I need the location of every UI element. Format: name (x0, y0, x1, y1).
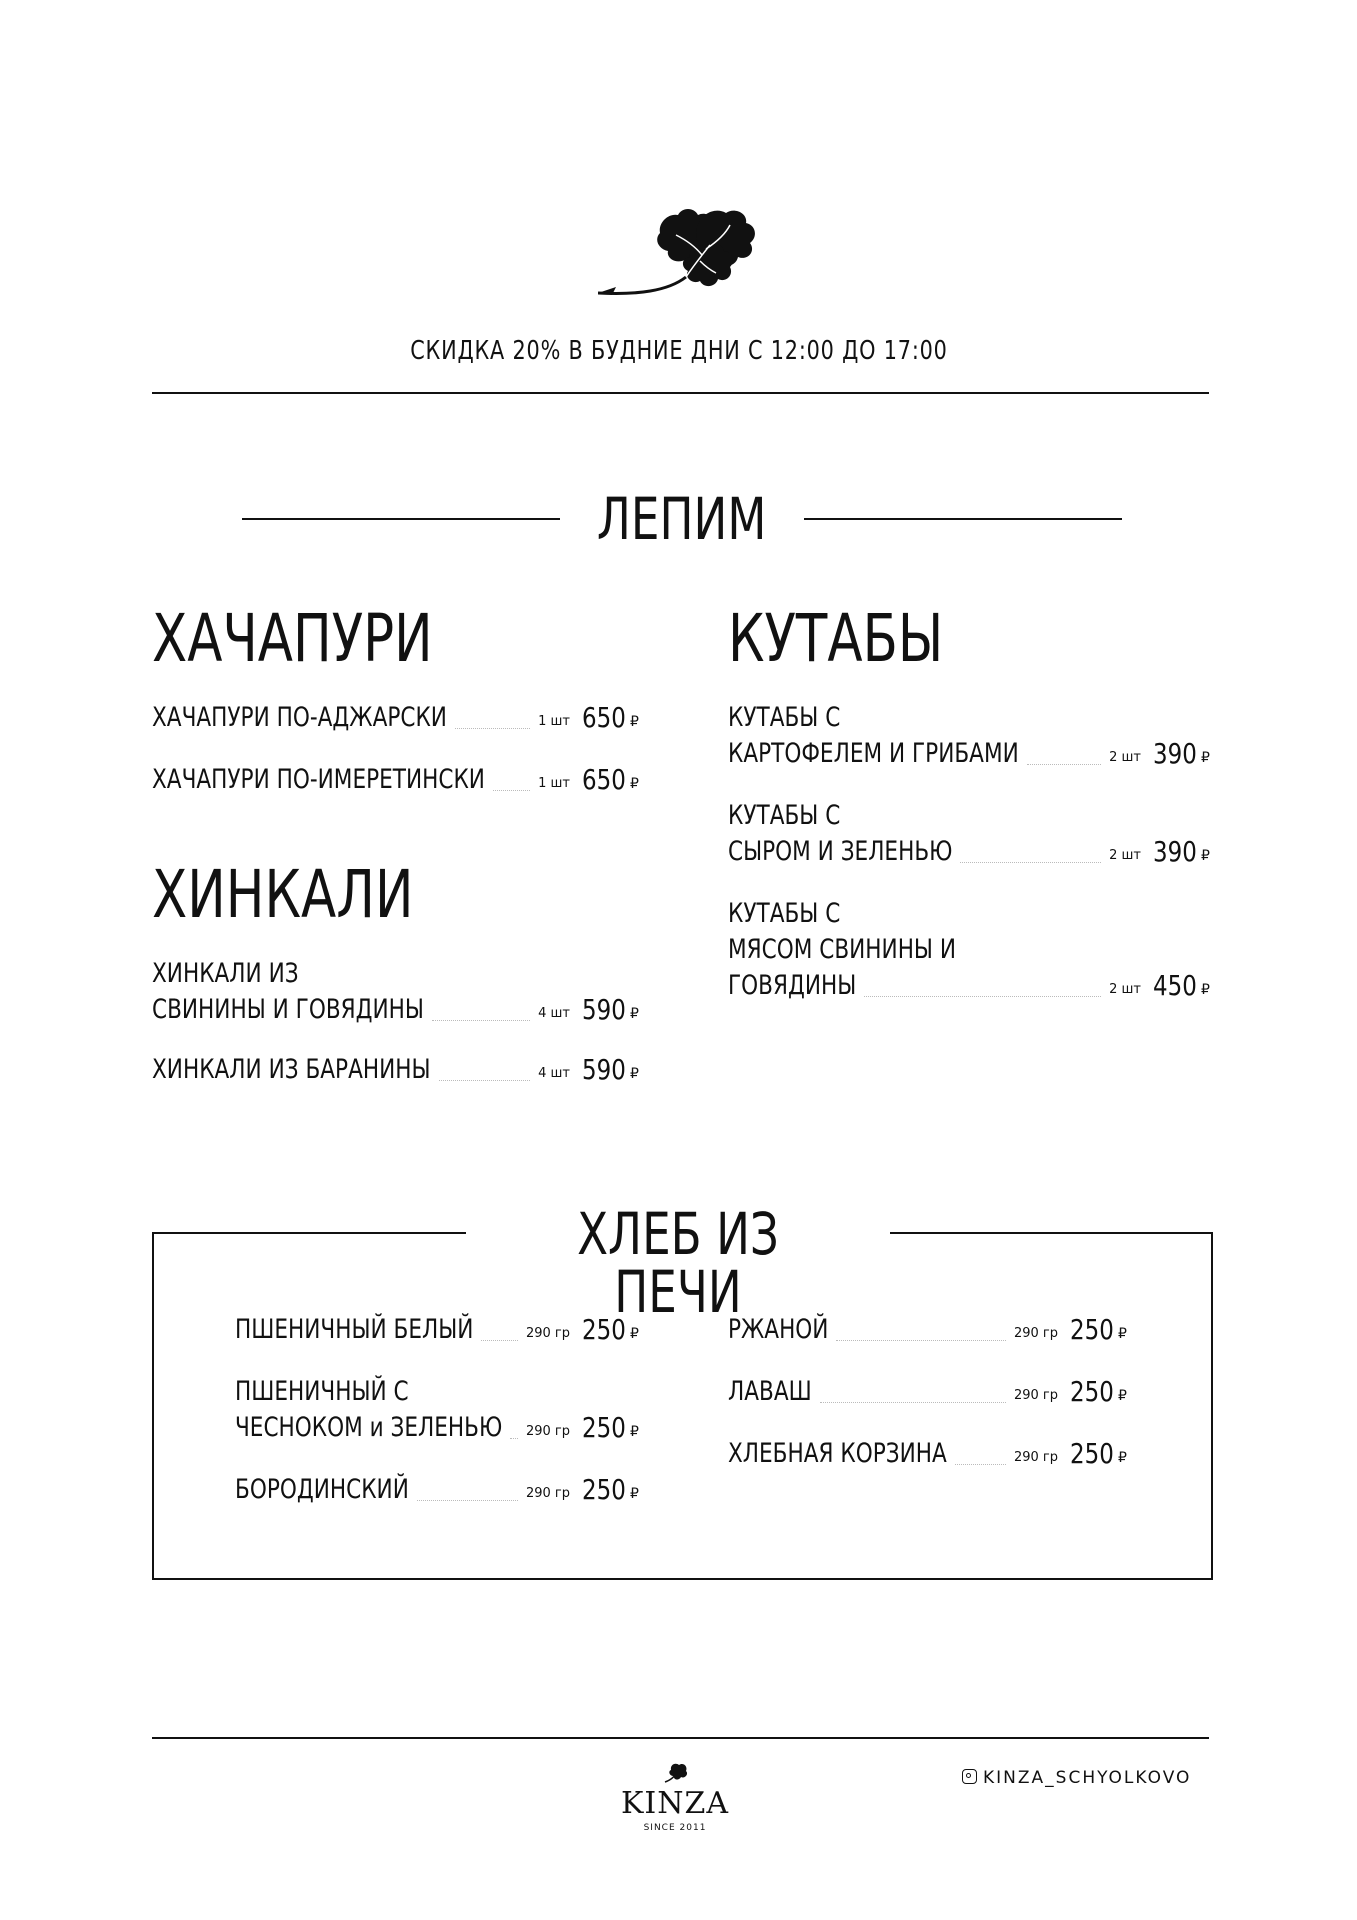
dotted-leader (510, 1438, 518, 1439)
menu-item (235, 1312, 640, 1348)
ruble-sign: ₽ (1118, 1326, 1127, 1342)
item-name-text: ЧЕСНОКОМ и ЗЕЛЕНЬЮ (235, 1412, 503, 1443)
ruble-sign: ₽ (1201, 848, 1210, 864)
item-quantity: 1 шт (538, 714, 570, 729)
item-name-text: ГОВЯДИНЫ (728, 970, 857, 1001)
item-price (1070, 1312, 1123, 1348)
dotted-leader (955, 1464, 1006, 1465)
item-price-value: 250 (1070, 1375, 1114, 1408)
item-name-text: КАРТОФЕЛЕМ И ГРИБАМИ (728, 738, 1019, 769)
item-price (582, 700, 635, 736)
item-name-text: ХАЧАПУРИ ПО-АДЖАРСКИ (152, 702, 447, 733)
item-name (728, 896, 868, 932)
item-name-text: ПШЕНИЧНЫЙ С (235, 1376, 409, 1407)
item-price-value: 590 (582, 1053, 626, 1086)
kinza-logo (610, 1762, 740, 1833)
item-name (728, 968, 888, 1004)
item-price-value: 250 (582, 1313, 626, 1346)
item-name-text: КУТАБЫ С (728, 702, 841, 733)
item-quantity: 1 шт (538, 776, 570, 791)
item-price-value: 250 (582, 1473, 626, 1506)
item-name-text: КУТАБЫ С (728, 898, 841, 929)
ruble-sign: ₽ (1201, 982, 1210, 998)
menu-item (152, 700, 640, 736)
section-rule-left (242, 518, 560, 520)
menu-item (728, 700, 1211, 772)
menu-item (152, 956, 640, 1028)
item-price-value: 390 (1153, 835, 1197, 868)
item-price (1070, 1436, 1123, 1472)
dotted-leader (481, 1340, 518, 1341)
item-quantity: 290 гр (525, 1326, 570, 1341)
dotted-leader (455, 728, 530, 729)
item-name (235, 1410, 569, 1446)
item-price (1070, 1374, 1123, 1410)
item-name (152, 956, 335, 992)
item-price (582, 1312, 635, 1348)
menu-item (152, 762, 640, 798)
item-name (728, 932, 1013, 968)
dotted-leader (836, 1340, 1005, 1341)
menu-item (728, 798, 1211, 870)
item-quantity: 4 шт (538, 1006, 570, 1021)
section-title-lepim: ЛЕПИМ (597, 485, 767, 553)
instagram-handle[interactable] (962, 1768, 1191, 1788)
dotted-leader (493, 790, 530, 791)
dotted-leader (820, 1402, 1006, 1403)
item-name (728, 1436, 1001, 1472)
ruble-sign: ₽ (1201, 750, 1210, 766)
cilantro-leaf-icon (598, 205, 768, 305)
item-quantity: 290 гр (1013, 1388, 1058, 1403)
item-name (152, 1052, 500, 1088)
footer-divider (152, 1737, 1209, 1739)
menu-item (152, 1052, 640, 1088)
menu-item (728, 1374, 1128, 1410)
item-price-value: 250 (1070, 1313, 1114, 1346)
item-price (582, 992, 635, 1028)
promo-text: СКИДКА 20% В БУДНИЕ ДНИ С 12:00 ДО 17:00 (409, 336, 948, 366)
header-divider (152, 392, 1209, 394)
instagram-text: KINZA_SCHYOLKOVO (983, 1768, 1192, 1788)
item-price (582, 1052, 635, 1088)
dotted-leader (432, 1020, 530, 1021)
section-rule-right (804, 518, 1122, 520)
ruble-sign: ₽ (630, 1486, 639, 1502)
section-title-bread: ХЛЕБ ИЗ ПЕЧИ (577, 1200, 779, 1326)
item-price (582, 762, 635, 798)
item-quantity: 2 шт (1109, 982, 1141, 997)
item-price-value: 650 (582, 763, 626, 796)
item-name (728, 1374, 833, 1410)
ruble-sign: ₽ (630, 1424, 639, 1440)
dotted-leader (1027, 764, 1101, 765)
item-name (728, 700, 868, 736)
ruble-sign: ₽ (630, 1326, 639, 1342)
item-quantity: 2 шт (1109, 848, 1141, 863)
dotted-leader (960, 862, 1101, 863)
item-name (728, 736, 1091, 772)
item-price (1153, 736, 1206, 772)
item-price (1153, 968, 1206, 1004)
item-quantity: 2 шт (1109, 750, 1141, 765)
item-name-text: МЯСОМ СВИНИНЫ И (728, 934, 957, 965)
ruble-sign: ₽ (630, 714, 639, 730)
item-name-text: ХАЧАПУРИ ПО-ИМЕРЕТИНСКИ (152, 764, 485, 795)
item-name (728, 834, 1009, 870)
item-price (582, 1410, 635, 1446)
item-name (728, 1312, 854, 1348)
item-name-text: ХЛЕБНАЯ КОРЗИНА (728, 1438, 947, 1469)
category-title-khinkali: ХИНКАЛИ (152, 856, 414, 933)
menu-item (235, 1374, 640, 1446)
item-price-value: 590 (582, 993, 626, 1026)
dotted-leader (439, 1080, 531, 1081)
menu-item (728, 896, 1211, 1004)
menu-item (235, 1472, 640, 1508)
item-quantity: 290 гр (1013, 1450, 1058, 1465)
item-price (1153, 834, 1206, 870)
item-quantity: 4 шт (538, 1066, 570, 1081)
item-price-value: 250 (1070, 1437, 1114, 1470)
item-name-text: ПШЕНИЧНЫЙ БЕЛЫЙ (235, 1314, 474, 1345)
item-price-value: 650 (582, 701, 626, 734)
item-name-text: СВИНИНЫ И ГОВЯДИНЫ (152, 994, 424, 1025)
item-name-text: РЖАНОЙ (728, 1314, 829, 1345)
item-name (235, 1374, 452, 1410)
instagram-icon (962, 1769, 977, 1784)
dotted-leader (417, 1500, 518, 1501)
brand-name: KINZA (620, 1786, 730, 1821)
item-name (152, 762, 568, 798)
category-title-kutaby: КУТАБЫ (728, 600, 944, 677)
item-name (235, 1312, 533, 1348)
item-name-text: СЫРОМ И ЗЕЛЕНЬЮ (728, 836, 953, 867)
dotted-leader (864, 996, 1101, 997)
item-price-value: 250 (582, 1411, 626, 1444)
kinza-leaf-icon (661, 1762, 689, 1784)
item-name (152, 700, 521, 736)
item-quantity: 290 гр (525, 1424, 570, 1439)
ruble-sign: ₽ (1118, 1388, 1127, 1404)
ruble-sign: ₽ (630, 1066, 639, 1082)
item-name-text: ХИНКАЛИ ИЗ (152, 958, 299, 989)
item-name-text: ХИНКАЛИ ИЗ БАРАНИНЫ (152, 1054, 431, 1085)
menu-item (728, 1312, 1128, 1348)
item-name (235, 1472, 452, 1508)
item-price-value: 450 (1153, 969, 1197, 1002)
item-name-text: ЛАВАШ (728, 1376, 812, 1407)
item-price (582, 1472, 635, 1508)
item-name (728, 798, 868, 834)
item-name-text: КУТАБЫ С (728, 800, 841, 831)
category-title-khachapuri: ХАЧАПУРИ (152, 600, 433, 677)
menu-item (728, 1436, 1128, 1472)
ruble-sign: ₽ (630, 1006, 639, 1022)
item-quantity: 290 гр (525, 1486, 570, 1501)
item-name-text: БОРОДИНСКИЙ (235, 1474, 409, 1505)
ruble-sign: ₽ (630, 776, 639, 792)
item-name (152, 992, 492, 1028)
brand-since: SINCE 2011 (643, 1823, 707, 1833)
item-price-value: 390 (1153, 737, 1197, 770)
item-quantity: 290 гр (1013, 1326, 1058, 1341)
ruble-sign: ₽ (1118, 1450, 1127, 1466)
